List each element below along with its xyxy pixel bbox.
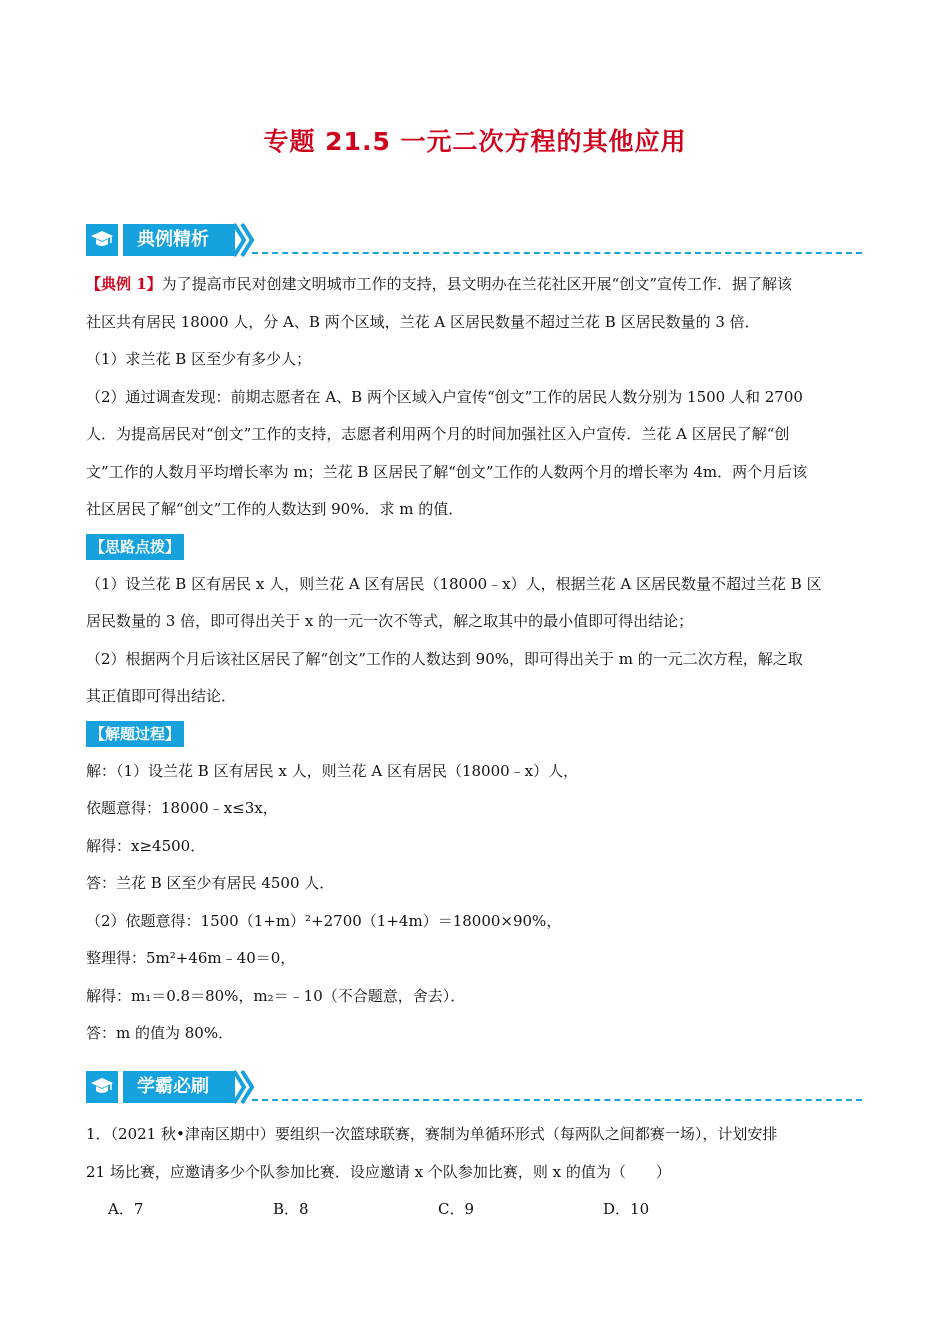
solution-tag: 【解题过程】 [86,721,184,747]
page-title: 专题 21.5 一元二次方程的其他应用 [263,127,687,156]
answer-options [86,1191,864,1228]
example-tag: 【典例 1】 [86,275,162,293]
solution-line: 解得：x≥4500． [86,836,206,855]
solution-line: 整理得：5m²+46m﹣40＝0， [86,949,296,967]
question-block [86,1116,864,1228]
solution-line: 解：（1）设兰花 B 区有居民 x 人，则兰花 A 区有居民（18000﹣x）人， [86,761,579,780]
hint-header [86,529,864,566]
example-line: 【典例 1】为了提高市民对创建文明城市工作的支持，县文明办在兰花社区开展“创文”宣传工作．据了解该 [86,275,793,293]
example-line: （1）求兰花 B 区至少有多少人； [86,350,312,368]
example-line: 人．为提高居民对“创文”工作的支持，志愿者利用两个月的时间加强社区入户宣传．兰花 A 区居民了解“创 [86,425,790,443]
hint-line: 其正值即可得出结论． [86,687,237,705]
option-c[interactable]: C．9 [438,1200,475,1218]
hint-line: （1）设兰花 B 区有居民 x 人，则兰花 A 区有居民（18000﹣x）人，根据兰花 A 区居民数量不超过兰花 B 区 [86,574,822,593]
section-divider [252,252,862,254]
solution-line: 答：m 的值为 80%． [86,1024,234,1042]
question-line: 1．（2021 秋•津南区期中）要组织一次篮球联赛，赛制为单循环形式（每两队之间都赛一场），计划安排 [86,1125,778,1143]
section-divider [252,1099,862,1101]
solution-line: 答：兰花 B 区至少有居民 4500 人． [86,874,335,892]
chevron-right-icon [232,1069,254,1105]
example-line: （2）通过调查发现：前期志愿者在 A、B 两个区域入户宣传“创文”工作的居民人数分别为 1500 人和 2700 [86,387,803,406]
example-line: 社区居民了解“创文”工作的人数达到 90%．求 m 的值． [86,500,464,518]
section-label: 典例精析 [123,224,235,256]
question-line: 21 场比赛，应邀请多少个队参加比赛．设应邀请 x 个队参加比赛，则 x 的值为（ ） [86,1162,671,1181]
option-a[interactable]: A．7 [108,1200,144,1218]
hint-line: （2）根据两个月后该社区居民了解“创文”工作的人数达到 90%，即可得出关于 m 的一元二次方程，解之取 [86,649,803,668]
solution-line: 依题意得：18000﹣x≤3x， [86,799,278,817]
hint-line: 居民数量的 3 倍，即可得出关于 x 的一元一次不等式，解之取其中的最小值即可得出结论； [86,612,694,630]
graduation-cap-icon [86,224,118,256]
section-header-practice [86,1067,862,1107]
example-block [86,266,864,1053]
example-line: 社区共有居民 18000 人，分 A、B 两个区域，兰花 A 区居民数量不超过兰花 B 区居民数量的 3 倍． [86,312,760,331]
hint-tag: 【思路点拨】 [86,534,184,560]
option-d[interactable]: D．10 [603,1200,650,1218]
section-header-examples [86,220,862,260]
chevron-right-icon [232,222,254,258]
solution-header [86,716,864,753]
graduation-cap-icon [86,1071,118,1103]
example-line: 文”工作的人数月平均增长率为 m；兰花 B 区居民了解“创文”工作的人数两个月的增长率为 4m．两个月后该 [86,462,808,481]
solution-line: （2）依题意得：1500（1+m）²+2700（1+4m）＝18000×90%， [86,911,562,930]
option-b[interactable]: B．8 [273,1200,309,1218]
section-label: 学霸必刷 [123,1071,235,1103]
solution-line: 解得：m₁＝0.8＝80%，m₂＝﹣10（不合题意，舍去）． [86,986,466,1005]
